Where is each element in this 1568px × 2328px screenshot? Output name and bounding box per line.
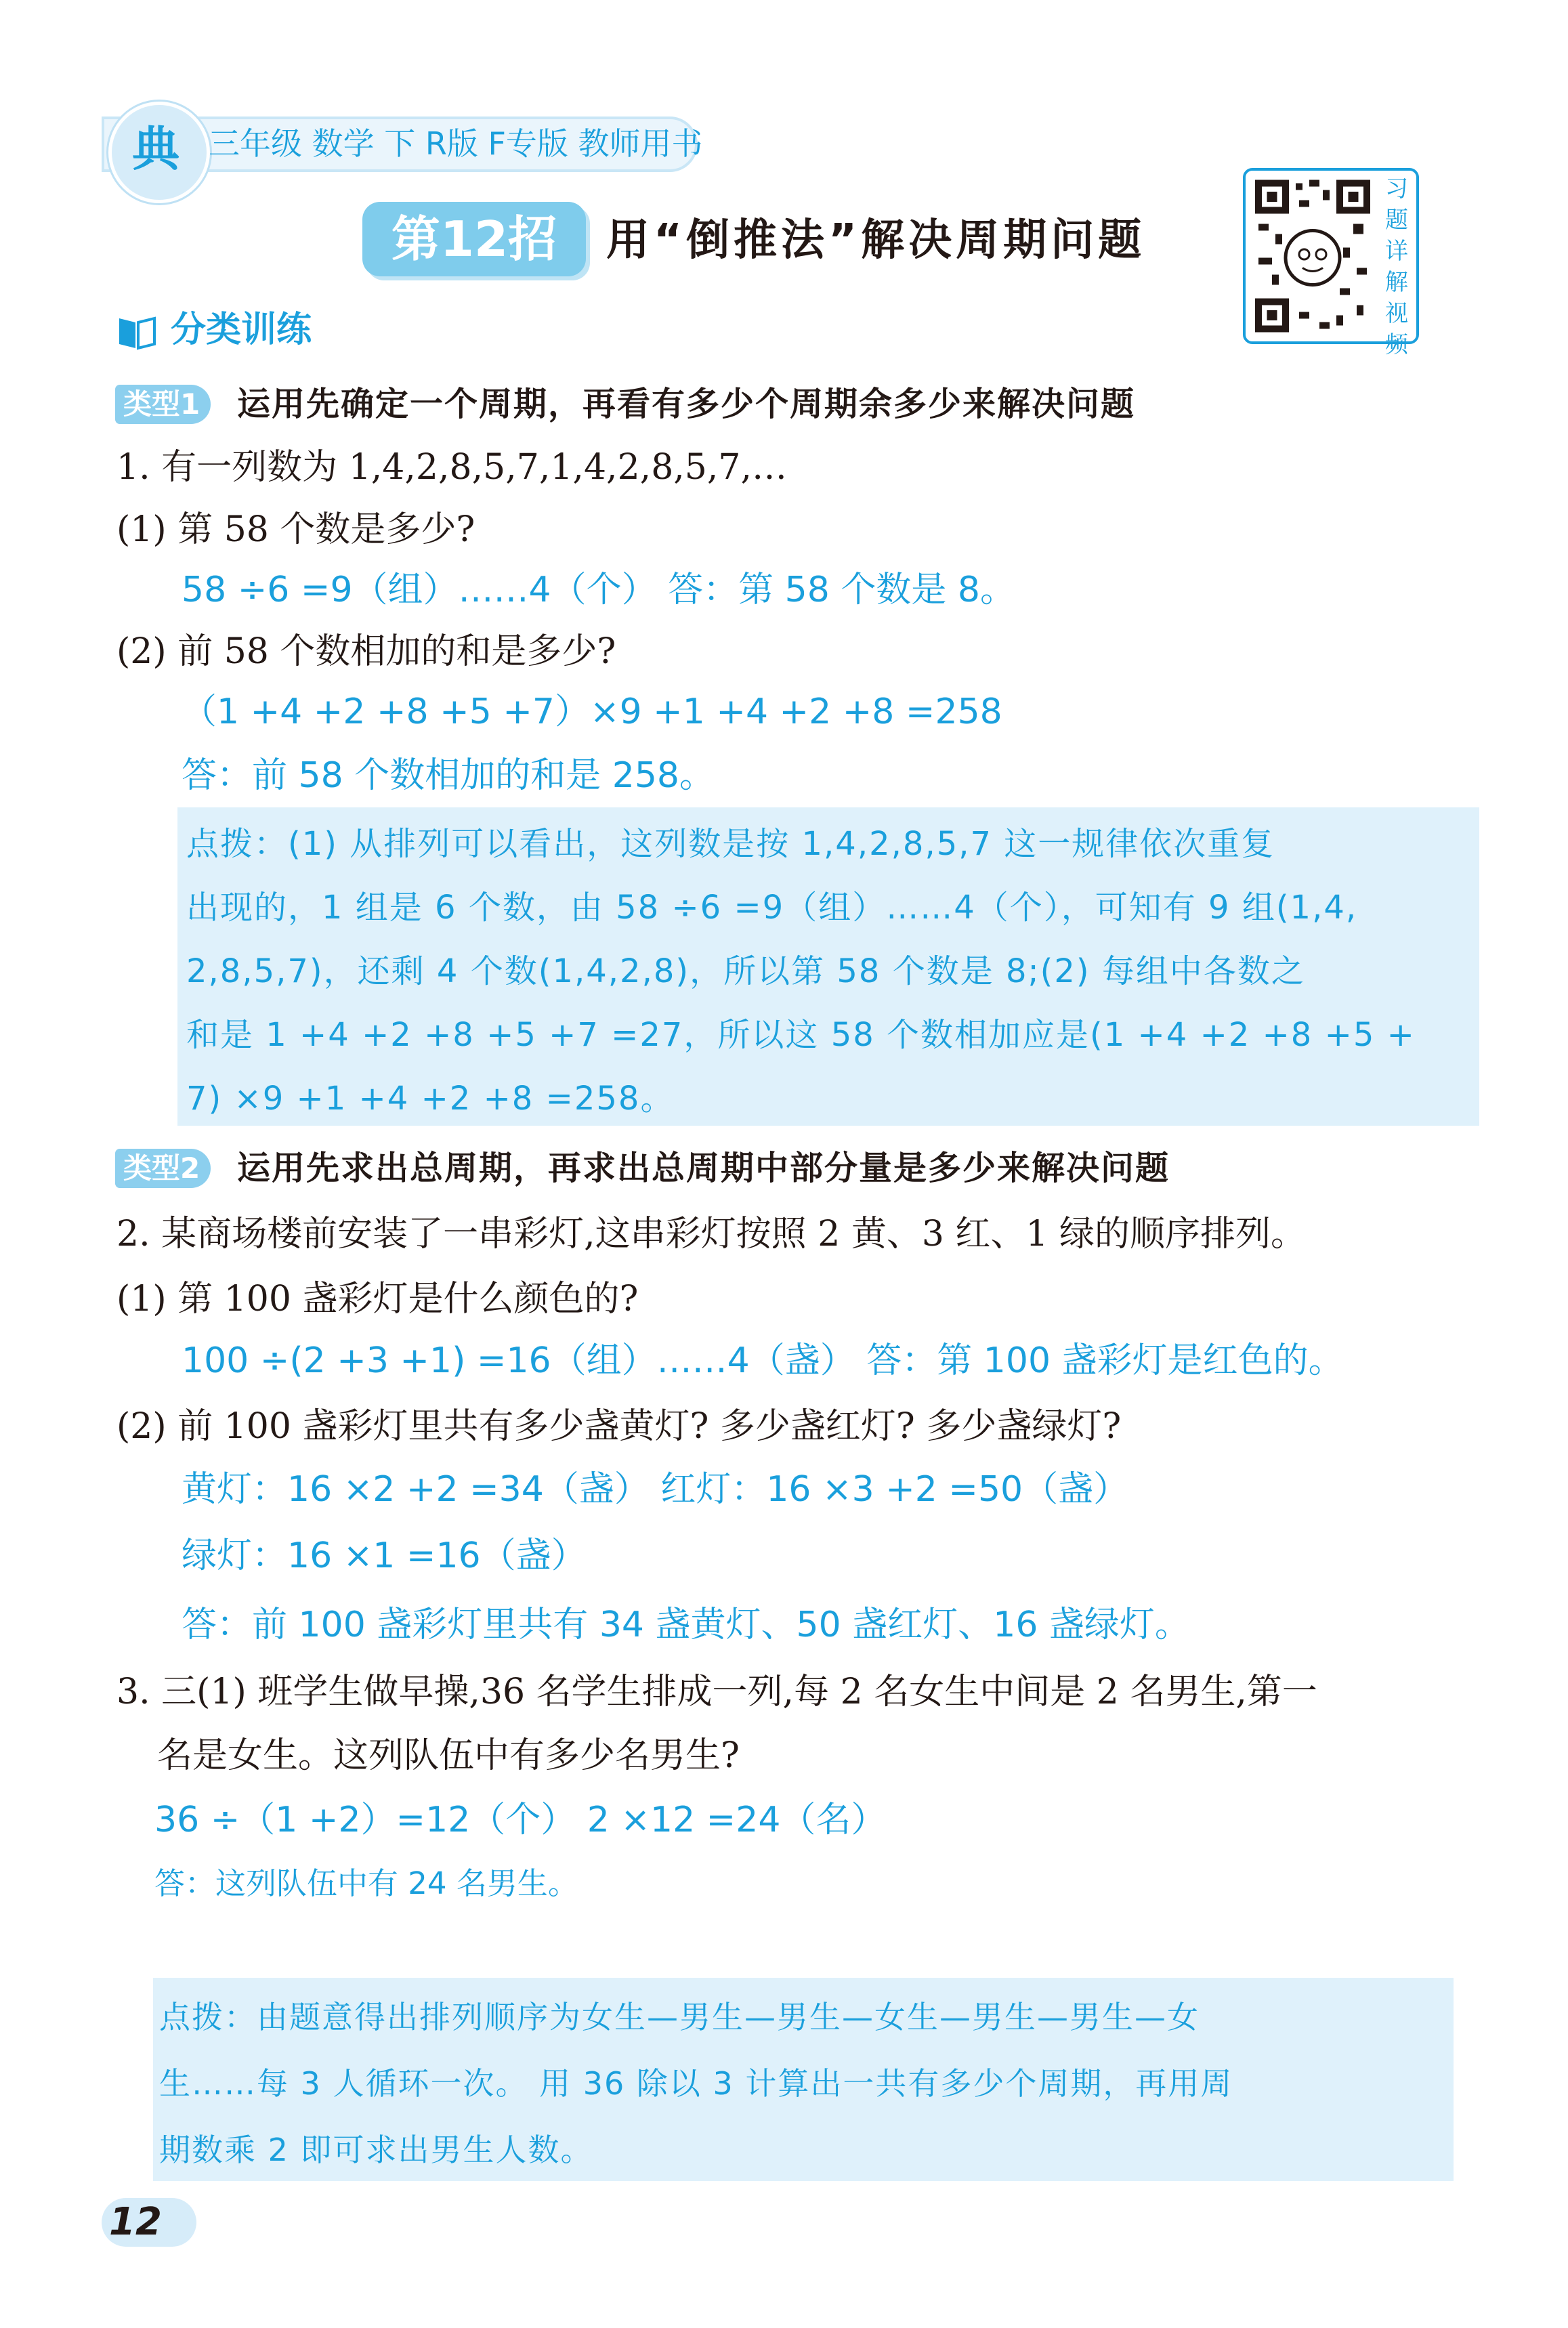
- tip-1-line: 点拨：(1) 从排列可以看出，这列数是按 1,4,2,8,5,7 这一规律依次重复: [186, 825, 1275, 863]
- answer-1-2-line-1: （1 +4 +2 +8 +5 +7）×9 +1 +4 +2 +8 =258: [182, 692, 1002, 732]
- answer-2-2-line-1: 黄灯：16 ×2 +2 =34（盏） 红灯：16 ×3 +2 =50（盏）: [182, 1469, 1129, 1510]
- tip-2-line: 期数乘 2 即可求出男生人数。: [159, 2132, 593, 2168]
- type-badge-2: 类型2: [115, 1149, 211, 1188]
- answer-3-1: 36 ÷（1 +2）=12（个） 2 ×12 =24（名）: [154, 1800, 887, 1840]
- type-title-2: 运用先求出总周期，再求出总周期中部分量是多少来解决问题: [237, 1149, 1170, 1187]
- question-1-part-2: (2) 前 58 个数相加的和是多少?: [116, 631, 616, 672]
- question-1-part-1: (1) 第 58 个数是多少?: [116, 509, 475, 550]
- answer-1-1: 58 ÷6 =9（组）……4（个） 答：第 58 个数是 8。: [182, 570, 1015, 610]
- tip-2-line: 生……每 3 人循环一次。 用 36 除以 3 计算出一共有多少个周期，再用周: [159, 2065, 1233, 2102]
- page-title: 用“倒推法”解决周期问题: [606, 215, 1146, 266]
- book-info: 三年级 数学 下 R版 F专版 教师用书: [209, 125, 703, 162]
- title-badge-text: 第12招: [391, 211, 557, 268]
- answer-2-2-line-3: 答：前 100 盏彩灯里共有 34 盏黄灯、50 盏红灯、16 盏绿灯。: [182, 1605, 1190, 1645]
- question-2-part-1: (1) 第 100 盏彩灯是什么颜色的?: [116, 1279, 639, 1319]
- tip-1-line: 和是 1 +4 +2 +8 +5 +7 =27，所以这 58 个数相加应是(1 +4 +2 +8 +5 +: [186, 1016, 1416, 1054]
- question-3-stem-line-1: 3. 三(1) 班学生做早操,36 名学生排成一列,每 2 名女生中间是 2 名男生,第一: [116, 1672, 1317, 1712]
- question-2-stem: 2. 某商场楼前安装了一串彩灯,这串彩灯按照 2 黄、3 红、1 绿的顺序排列。: [116, 1214, 1307, 1254]
- qr-code-icon[interactable]: [1252, 176, 1374, 336]
- page-number: 12: [109, 2200, 162, 2244]
- tip-1-line: 出现的，1 组是 6 个数，由 58 ÷6 =9（组）……4（个），可知有 9 组(1,4,: [186, 889, 1358, 927]
- tip-1-line: 2,8,5,7)，还剩 4 个数(1,4,2,8)，所以第 58 个数是 8;(2) 每组中各数之: [186, 952, 1305, 990]
- answer-3-2: 答：这列队伍中有 24 名男生。: [154, 1865, 578, 1901]
- logo-text: 典: [132, 121, 179, 177]
- tip-2-line: 点拨：由题意得出排列顺序为女生—男生—男生—女生—男生—男生—女: [159, 1999, 1200, 2035]
- tip-1-line: 7) ×9 +1 +4 +2 +8 =258。: [186, 1080, 675, 1118]
- question-3-stem-line-2: 名是女生。这列队伍中有多少名男生?: [157, 1735, 740, 1776]
- question-1-stem: 1. 有一列数为 1,4,2,8,5,7,1,4,2,8,5,7,…: [116, 447, 788, 488]
- type-title-1: 运用先确定一个周期，再看有多少个周期余多少来解决问题: [237, 385, 1136, 423]
- section-label: 分类训练: [171, 310, 312, 350]
- book-icon: [116, 313, 157, 351]
- answer-2-2-line-2: 绿灯：16 ×1 =16（盏）: [182, 1536, 587, 1576]
- answer-1-2-line-2: 答：前 58 个数相加的和是 258。: [182, 755, 715, 796]
- answer-2-1: 100 ÷(2 +3 +1) =16（组）……4（盏） 答：第 100 盏彩灯是红色的。: [182, 1340, 1344, 1381]
- type-badge-1: 类型1: [115, 385, 211, 424]
- qr-caption: 习题详解视频: [1385, 175, 1408, 358]
- question-2-part-2: (2) 前 100 盏彩灯里共有多少盏黄灯? 多少盏红灯? 多少盏绿灯?: [116, 1406, 1122, 1447]
